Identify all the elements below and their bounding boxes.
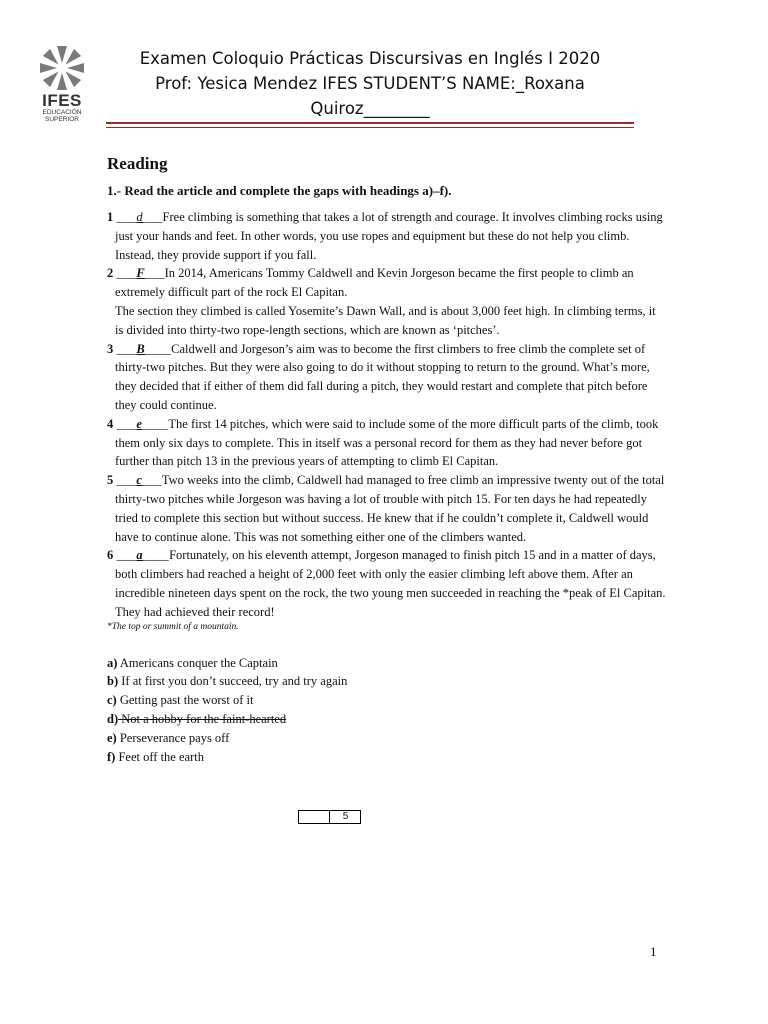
logo-subtitle-1: EDUCACIÓN <box>42 109 82 116</box>
header-line-1: Examen Coloquio Prácticas Discursivas en Inglés I 2020 <box>139 49 601 68</box>
paragraph-number: 4 <box>107 416 114 431</box>
answer-gap[interactable] <box>113 342 171 356</box>
header-rule-thin <box>106 127 634 128</box>
logo-subtitle-2: SUPERIOR <box>45 116 79 123</box>
answer-text: F <box>136 266 145 281</box>
header-line-3: Quiroz________ <box>310 99 430 118</box>
score-value: 5 <box>329 811 361 823</box>
option-key: c) <box>107 693 117 708</box>
option-key: a) <box>107 655 118 670</box>
answer-gap[interactable] <box>113 473 162 487</box>
option-b <box>107 672 667 691</box>
answer-text: B <box>136 341 145 356</box>
article-paragraph-2-continued <box>107 302 667 340</box>
answer-gap[interactable] <box>113 210 162 224</box>
option-key: d) <box>107 711 119 726</box>
paragraph-text: Fortunately, on his eleventh attempt, Jorgeson managed to finish pitch 15 and in a matter of days, both climbers had reached a height of 2,000 feet with only the easier climbing left above them. After an incredible nineteen days spent on the rock, the two young men succeeded in reaching the *peak of El Capitan. They had achieved their record! <box>115 548 666 619</box>
instruction: 1.- Read the article and complete the gaps with headings a)–f). <box>107 183 452 198</box>
heading-options <box>107 654 667 767</box>
option-key: e) <box>107 730 117 745</box>
answer-text: e <box>136 416 143 431</box>
ifes-logo <box>36 44 88 123</box>
answer-gap[interactable] <box>113 417 168 431</box>
gap-tail: ___ <box>144 266 165 281</box>
option-a <box>107 654 667 673</box>
gap-tail: ____ <box>142 416 169 431</box>
exam-header <box>120 46 620 121</box>
paragraph-number: 1 <box>107 210 114 224</box>
paragraph-number: 5 <box>107 473 114 488</box>
paragraph-text: Caldwell and Jorgeson’s aim was to become the first climbers to free climb the complete set of thirty-two pitches. But they were also going to do it without stopping to return to the ground. What’s more, they decided that if either of them did fall during a pitch, they would restart and complete that pitch before they could continue. <box>115 341 650 412</box>
paragraph-text: The section they climbed is called Yosemite’s Dawn Wall, and is about 3,000 feet high. In climbing terms, it is divided into thirty-two rope-length sections, which are known as ‘pitches’. <box>115 303 656 337</box>
header-line-2: Prof: Yesica Mendez IFES STUDENT’S NAME:_Roxana <box>155 74 585 93</box>
gap-tail: ___ <box>142 473 162 488</box>
gap-tail: ____ <box>142 548 170 563</box>
main-content <box>107 154 667 766</box>
answer-text: c <box>136 473 143 488</box>
option-key: b) <box>107 674 119 689</box>
paragraph-number: 3 <box>107 341 114 356</box>
option-f <box>107 748 667 767</box>
option-text: Feet off the earth <box>115 749 204 764</box>
answer-gap[interactable] <box>113 266 164 280</box>
article-paragraph-4 <box>107 415 667 471</box>
option-text: Americans conquer the Captain <box>117 655 278 670</box>
gap-lead: ___ <box>113 266 137 281</box>
gap-lead: ___ <box>113 416 137 431</box>
article-paragraph-2 <box>107 264 667 302</box>
paragraph-text: The first 14 pitches, which were said to include some of the more difficult parts of the climb, took them only six days to complete. This in itself was a personal record for them as they had never before got further than pitch 13 in the previous years of attempting to climb El Capitan. <box>115 416 659 469</box>
option-c <box>107 691 667 710</box>
option-e <box>107 729 667 748</box>
logo-name: IFES <box>42 91 82 110</box>
answer-gap[interactable] <box>113 548 169 562</box>
gap-lead: ___ <box>113 473 137 488</box>
option-key: f) <box>107 749 116 764</box>
article-paragraph-6 <box>107 546 667 621</box>
header-rule-thick <box>106 122 634 124</box>
gap-tail: ____ <box>144 341 172 356</box>
score-box[interactable] <box>298 810 361 824</box>
article-paragraph-5 <box>107 471 667 546</box>
article-paragraph-3 <box>107 340 667 415</box>
option-text: Getting past the worst of it <box>116 693 254 708</box>
paragraph-text: In 2014, Americans Tommy Caldwell and Kevin Jorgeson became the first people to climb an extremely difficult part of the rock El Capitan. <box>115 266 634 300</box>
option-text: Perseverance pays off <box>116 730 230 745</box>
page-number: 1 <box>650 944 657 959</box>
option-text-struck: Not a hobby for the faint-hearted <box>118 711 287 726</box>
gap-lead: ___ <box>113 210 137 224</box>
answer-text: a <box>136 548 143 563</box>
footnote: *The top or summit of a mountain. <box>107 621 239 632</box>
answer-text: d <box>136 210 143 224</box>
section-title: Reading <box>107 154 168 173</box>
paragraph-text: Two weeks into the climb, Caldwell had managed to free climb an impressive twenty out of the total thirty-two pitches while Jorgeson was having a lot of trouble with pitch 15. For ten days he had repeatedly tried to complete this section but without success. He knew that if he couldn’t complete it, Caldwell would have to continue alone. This was not something either one of the climbers wanted. <box>115 473 665 544</box>
option-text: If at first you don’t succeed, try and try again <box>118 674 348 689</box>
ifes-emblem-icon <box>37 44 87 92</box>
paragraph-text: Free climbing is something that takes a lot of strength and courage. It involves climbing rocks using just your hands and feet. In other words, you use ropes and equipment but these do not help you climb. Instead, they provide support if you fall. <box>115 210 663 262</box>
paragraph-number: 6 <box>107 548 114 563</box>
gap-lead: ___ <box>113 548 137 563</box>
article-paragraph-1 <box>107 208 667 264</box>
option-d <box>107 710 667 729</box>
paragraph-number: 2 <box>107 266 114 281</box>
gap-tail: ___ <box>142 210 163 224</box>
gap-lead: ___ <box>113 341 137 356</box>
